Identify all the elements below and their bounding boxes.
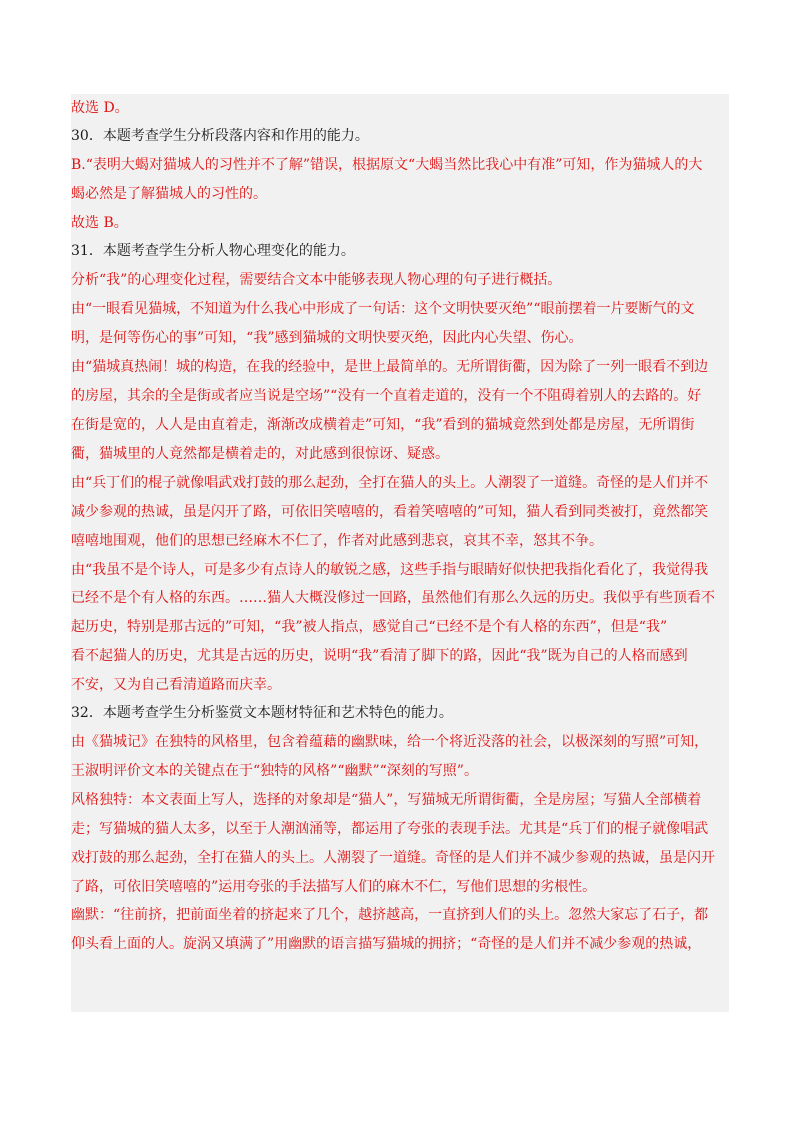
text-line: 由“兵丁们的棍子就像唱武戏打鼓的那么起劲，全打在猫人的头上。人潮裂了一道缝。奇怪的是人们并不 xyxy=(71,475,709,491)
text-line: 看不起猫人的历史，尤其是古远的历史，说明“我”看清了脚下的路，因此“我”既为自己的人格而感到 xyxy=(71,648,688,664)
text-line: 蝎必然是了解猫城人的习性的。 xyxy=(71,186,267,202)
text-line: 风格独特：本文表面上写人，选择的对象却是“猫人”，写猫城无所谓街衢，全是房屋；写猫人全部横着 xyxy=(71,792,702,808)
text-line: 31．本题考查学生分析人物心理变化的能力。 xyxy=(71,243,355,259)
text-line: 明，是何等伤心的事”可知，“我”感到猫城的文明快要灭绝，因此内心失望、伤心。 xyxy=(71,330,583,346)
text-line: 不安，又为自己看清道路而庆幸。 xyxy=(71,677,281,693)
text-line: 在街是宽的，人人是由直着走，渐渐改成横着走”可知，“我”看到的猫城竟然到处都是房屋，无所谓街 xyxy=(71,417,695,433)
text-line: 衢，猫城里的人竟然都是横着走的，对此感到很惊讶、疑惑。 xyxy=(71,446,449,462)
text-line: 分析“我”的心理变化过程，需要结合文本中能够表现人物心理的句子进行概括。 xyxy=(71,272,562,288)
text-line: 的房屋，其余的全是街或者应当说是空场”“没有一个直着走道的，没有一个不阻碍着别人的去路的。好 xyxy=(71,388,702,404)
text-line: 减少参观的热诚，虽是闪开了路，可依旧笑嘻嘻的，看着笑嘻嘻的”可知，猫人看到同类被打，竟然都笑 xyxy=(71,504,709,520)
text-line: 故选 B。 xyxy=(71,215,128,231)
text-line: 由“我虽不是个诗人，可是多少有点诗人的敏锐之感，这些手指与眼睛好似快把我指化看化了，我觉得我 xyxy=(71,562,709,578)
text-line: 已经不是个有人格的东西。……猫人大概没修过一回路，虽然他们有那么久远的历史。我似乎有些顶看不 xyxy=(71,590,715,606)
text-line: 由“猫城真热闹！城的构造，在我的经验中，是世上最简单的。无所谓街衢，因为除了一列一眼看不到边 xyxy=(71,359,709,375)
text-line: 王淑明评价文本的关键点在于“独特的风格”“幽默”“深刻的写照”。 xyxy=(71,763,478,779)
text-line: 戏打鼓的那么起劲，全打在猫人的头上。人潮裂了一道缝。奇怪的是人们并不减少参观的热诚，虽是闪开 xyxy=(71,850,715,866)
text-line: 故选 D。 xyxy=(71,100,129,116)
text-line: 32．本题考查学生分析鉴赏文本题材特征和艺术特色的能力。 xyxy=(71,705,453,721)
text-line: 嘻嘻地围观，他们的思想已经麻木不仁了，作者对此感到悲哀，哀其不幸，怒其不争。 xyxy=(71,533,603,549)
text-line: 起历史，特别是那古远的”可知，“我”被人指点，感觉自己“已经不是个有人格的东西”，但是“我” xyxy=(71,619,668,635)
text-line: 走；写猫城的猫人太多，以至于人潮汹涌等，都运用了夸张的表现手法。尤其是“兵丁们的棍子就像唱武 xyxy=(71,821,709,837)
text-line: 了路，可依旧笑嘻嘻的”运用夸张的手法描写人们的麻木不仁，写他们思想的劣根性。 xyxy=(71,879,597,895)
text-line: 幽默：“往前挤，把前面坐着的挤起来了几个，越挤越高，一直挤到人们的头上。忽然大家忘了石子，都 xyxy=(71,907,709,923)
text-line: 由“一眼看见猫城，不知道为什么我心中形成了一句话：这个文明快要灭绝”“眼前摆着一片要断气的文 xyxy=(71,301,695,317)
text-line: B.“表明大蝎对猫城人的习性并不了解”错误，根据原文“大蝎当然比我心中有准”可知，作为猫城人的大 xyxy=(71,157,703,173)
text-line: 由《猫城记》在独特的风格里，包含着蕴藉的幽默味，给一个将近没落的社会，以极深刻的写照”可知， xyxy=(71,734,709,750)
text-line: 30．本题考查学生分析段落内容和作用的能力。 xyxy=(71,128,369,144)
text-line: 仰头看上面的人。旋涡又填满了”用幽默的语言描写猫城的拥挤；“奇怪的是人们并不减少参观的热诚， xyxy=(71,936,702,952)
